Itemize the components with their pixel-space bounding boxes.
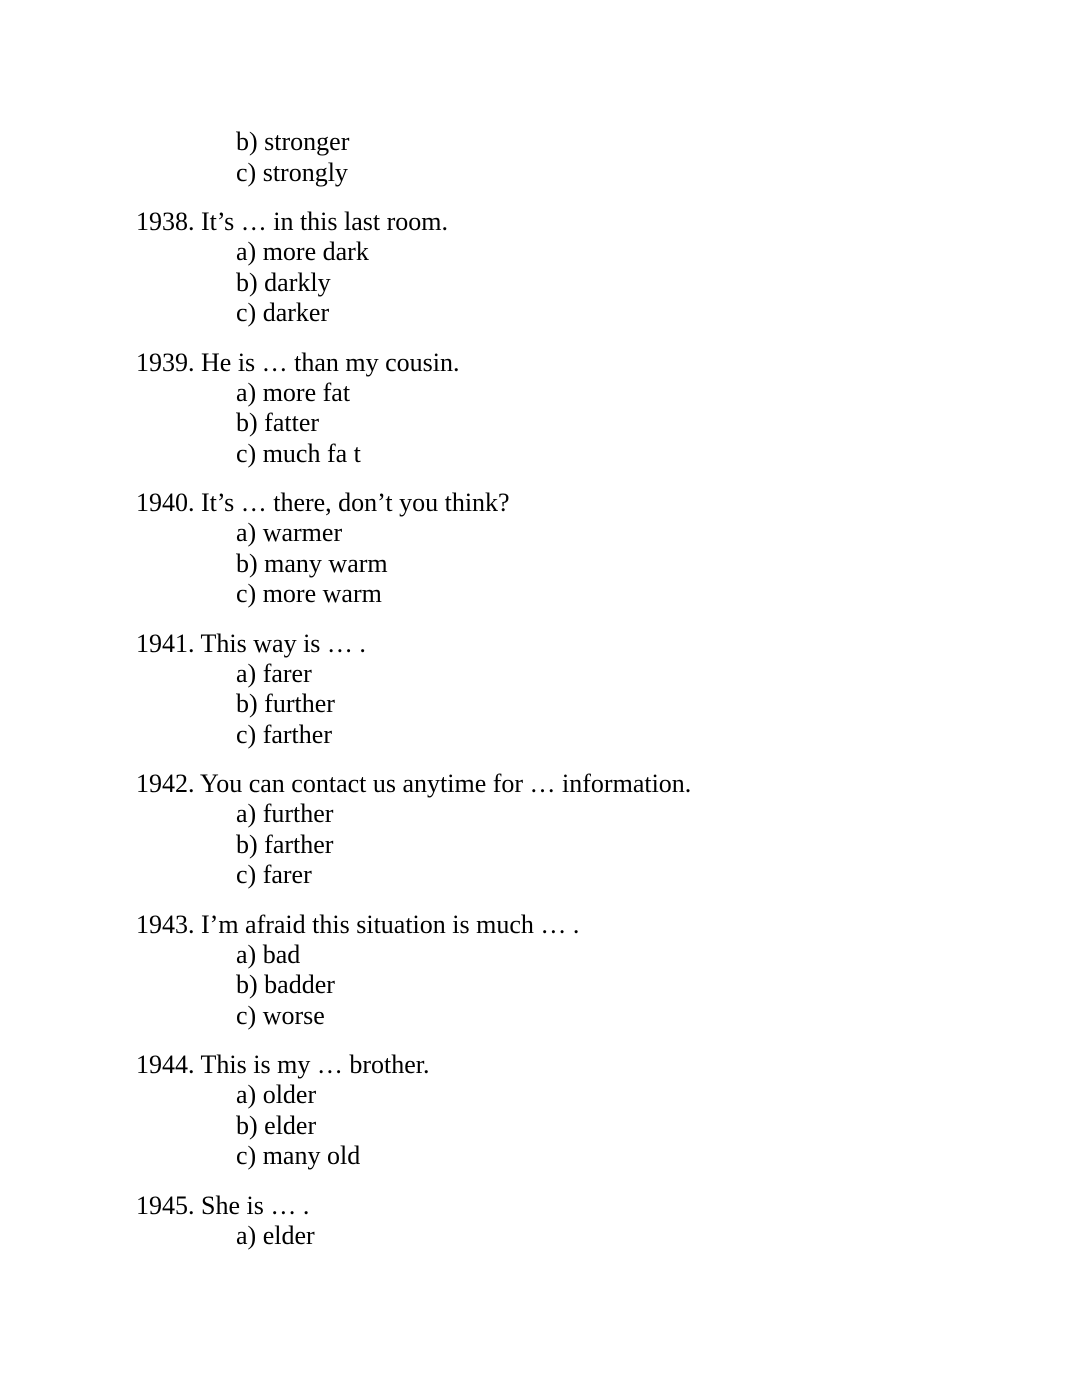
question-text: She is … . <box>201 1190 310 1220</box>
answer-option <box>236 659 1080 690</box>
question-number: 1945. <box>136 1190 195 1220</box>
answer-option <box>236 1111 1080 1142</box>
option-text: bad <box>262 939 301 969</box>
option-text: farther <box>264 829 334 859</box>
answer-option <box>236 799 1080 830</box>
option-text: fatter <box>264 408 320 437</box>
question-1943 <box>0 909 1080 1032</box>
question-line <box>136 628 1080 659</box>
answer-option <box>236 860 1080 891</box>
question-text: I’m afraid this situation is much … . <box>201 909 580 939</box>
option-letter: a) <box>236 1220 257 1250</box>
option-text: more fat <box>262 377 351 407</box>
question-number: 1938. <box>136 207 195 236</box>
option-text: elder <box>264 1110 317 1140</box>
option-text: further <box>264 689 335 718</box>
option-text: much fa t <box>262 438 361 468</box>
question-line <box>136 1049 1080 1080</box>
question-line <box>136 768 1080 799</box>
question-number: 1944. <box>136 1050 195 1079</box>
question-number: 1939. <box>136 347 195 377</box>
question-number: 1942. <box>136 769 195 798</box>
option-text: darker <box>262 298 330 327</box>
answer-option <box>236 1141 1080 1172</box>
question-1944 <box>0 1049 1080 1172</box>
answer-option <box>236 940 1080 971</box>
answer-option <box>236 1080 1080 1111</box>
question-1941 <box>0 628 1080 751</box>
answer-option <box>236 237 1080 268</box>
question-line <box>136 347 1080 378</box>
option-text: warmer <box>262 518 343 547</box>
answer-option <box>236 579 1080 610</box>
answer-option <box>236 720 1080 751</box>
answer-option <box>236 158 1080 189</box>
option-text: more dark <box>262 237 369 266</box>
option-text: farther <box>262 719 332 749</box>
question-line <box>136 487 1080 518</box>
question-1940 <box>0 487 1080 610</box>
option-text: darkly <box>264 267 331 297</box>
answer-option <box>236 298 1080 329</box>
option-letter: a) <box>236 237 257 266</box>
option-text: stronger <box>264 127 350 156</box>
question-text: This is my … brother. <box>200 1050 430 1079</box>
answer-option <box>236 1001 1080 1032</box>
question-1942 <box>0 768 1080 891</box>
option-letter: b) <box>236 1110 258 1140</box>
answer-option <box>236 1221 1080 1252</box>
option-text: elder <box>262 1220 315 1250</box>
option-letter: a) <box>236 799 257 828</box>
question-text: It’s … in this last room. <box>201 207 448 236</box>
option-letter: c) <box>236 1000 257 1030</box>
question-number: 1943. <box>136 909 195 939</box>
question-1939 <box>0 347 1080 470</box>
option-text: many old <box>262 1141 361 1170</box>
option-letter: c) <box>236 719 257 749</box>
option-text: further <box>262 799 334 828</box>
option-letter: c) <box>236 579 257 608</box>
document-page <box>0 127 1080 1269</box>
option-letter: b) <box>236 970 258 999</box>
option-letter: b) <box>236 408 258 437</box>
question-line <box>136 206 1080 237</box>
option-text: worse <box>262 1000 325 1030</box>
answer-option <box>236 518 1080 549</box>
option-letter: a) <box>236 658 257 688</box>
option-letter: b) <box>236 127 258 156</box>
question-text: It’s … there, don’t you think? <box>201 488 510 517</box>
question-line <box>136 909 1080 940</box>
question-number: 1941. <box>136 628 195 658</box>
question-line <box>136 1190 1080 1221</box>
option-letter: a) <box>236 518 257 547</box>
answer-option <box>236 970 1080 1001</box>
option-text: badder <box>264 970 335 999</box>
option-letter: b) <box>236 689 258 718</box>
answer-option <box>236 408 1080 439</box>
option-letter: c) <box>236 1141 257 1170</box>
question-number: 1940. <box>136 488 195 517</box>
question-1945 <box>0 1190 1080 1252</box>
option-letter: c) <box>236 157 257 187</box>
question-text: This way is … . <box>200 628 366 658</box>
option-letter: a) <box>236 939 257 969</box>
answer-option <box>236 268 1080 299</box>
answer-option <box>236 830 1080 861</box>
answer-option <box>236 127 1080 158</box>
question-continued <box>0 127 1080 188</box>
option-letter: b) <box>236 267 258 297</box>
option-text: more warm <box>262 579 382 608</box>
option-text: strongly <box>262 157 348 187</box>
answer-option <box>236 378 1080 409</box>
option-letter: a) <box>236 377 257 407</box>
answer-option <box>236 689 1080 720</box>
option-letter: b) <box>236 829 258 859</box>
option-letter: a) <box>236 1080 257 1109</box>
question-text: He is … than my cousin. <box>201 347 460 377</box>
option-letter: c) <box>236 860 257 889</box>
option-letter: b) <box>236 548 258 578</box>
option-text: older <box>262 1080 317 1109</box>
option-text: many warm <box>264 548 388 578</box>
question-text: You can contact us anytime for … information. <box>200 769 692 798</box>
option-text: farer <box>262 658 312 688</box>
answer-option <box>236 549 1080 580</box>
option-text: farer <box>262 860 312 889</box>
option-letter: c) <box>236 438 257 468</box>
question-1938 <box>0 206 1080 329</box>
answer-option <box>236 439 1080 470</box>
option-letter: c) <box>236 298 257 327</box>
